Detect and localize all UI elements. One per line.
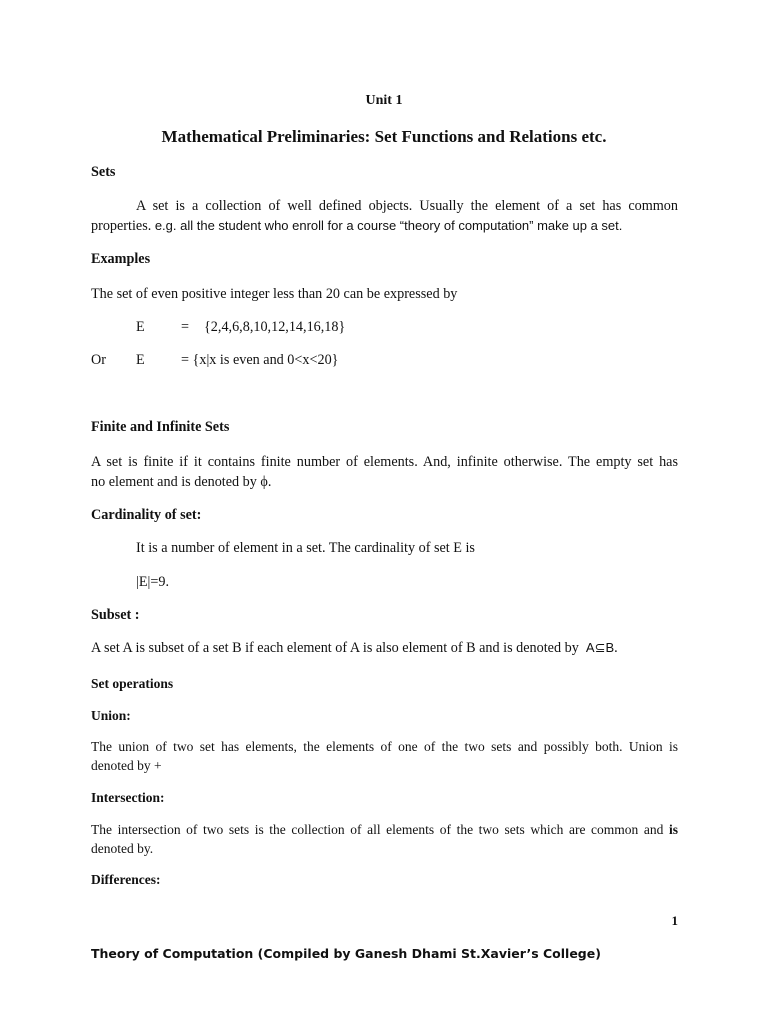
sets-heading: Sets — [91, 164, 116, 180]
intersection-line1b: is — [668, 822, 678, 837]
subset-text: A set A is subset of a set B if each element of A is also element of B and is denoted by — [91, 640, 579, 656]
page-number: 1 — [671, 913, 678, 928]
example-row2-var: E — [136, 352, 145, 368]
example-row2-prefix: Or — [91, 352, 106, 368]
subset-text-line — [91, 640, 618, 657]
subset-heading: Subset : — [91, 607, 140, 623]
intersection-heading: Intersection: — [91, 790, 165, 805]
intersection-line2: denoted by. — [91, 841, 154, 856]
cardinality-formula: |E|=9. — [136, 574, 169, 590]
cardinality-text: It is a number of element in a set. The cardinality of set E is — [136, 540, 475, 556]
sets-definition — [91, 196, 678, 236]
cardinality-heading: Cardinality of set: — [91, 507, 202, 523]
intersection-text — [91, 820, 678, 858]
sets-definition-line1: A set is a collection of well defined objects. Usually the element of a set has common — [136, 198, 678, 214]
differences-heading: Differences: — [91, 872, 161, 887]
intersection-line1 — [91, 820, 678, 839]
example-row1-value: {2,4,6,8,10,12,14,16,18} — [204, 319, 346, 335]
examples-intro: The set of even positive integer less than 20 can be expressed by — [91, 286, 458, 302]
page-title: Mathematical Preliminaries: Set Functions and Relations etc. — [161, 127, 607, 146]
intersection-line1a: The intersection of two sets is the collection of all elements of the two sets which are common and — [91, 822, 669, 837]
union-line2: denoted by + — [91, 758, 162, 773]
examples-heading: Examples — [91, 251, 151, 267]
union-line1: The union of two set has elements, the elements of one of the two sets and possibly both. Union is — [91, 739, 678, 754]
finite-line2: no element and is denoted by ϕ. — [91, 474, 272, 490]
example-row1-var: E — [136, 319, 145, 335]
sets-definition-line2b: e.g. all the student who enroll for a course “theory of computation” make up a set. — [154, 218, 623, 233]
unit-label: Unit 1 — [365, 93, 403, 108]
sets-definition-line2a: properties. — [91, 218, 155, 234]
example-row2-value: = {x|x is even and 0<x<20} — [181, 352, 339, 368]
union-text — [91, 737, 678, 775]
example-row1-eq: = — [181, 319, 190, 335]
footer-text: Theory of Computation (Compiled by Ganesh Dhami St.Xavier’s College) — [91, 946, 601, 961]
sets-definition-line2 — [91, 216, 678, 236]
finite-line1: A set is finite if it contains finite number of elements. And, infinite otherwise. The empty set has — [91, 454, 678, 470]
finite-heading: Finite and Infinite Sets — [91, 419, 230, 435]
set-operations-heading: Set operations — [91, 676, 174, 691]
union-heading: Union: — [91, 708, 131, 723]
finite-text — [91, 452, 678, 492]
subset-end: . — [614, 640, 618, 656]
subset-symbol: A⊆B — [585, 640, 615, 655]
